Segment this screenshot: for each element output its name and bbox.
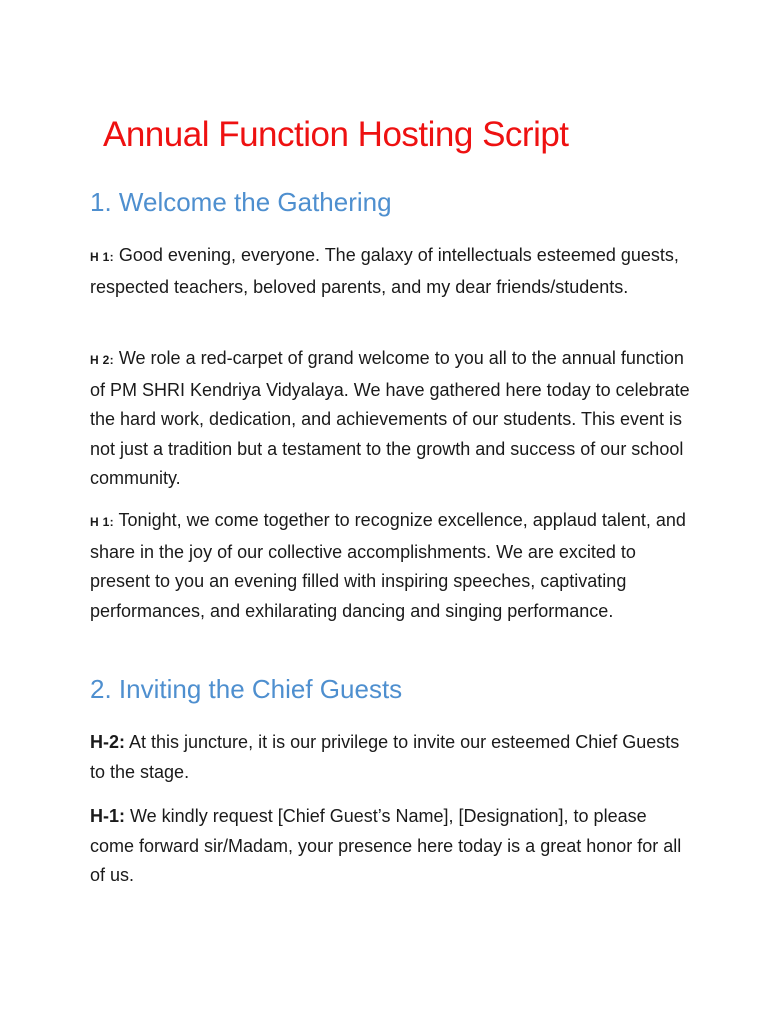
paragraph-text: At this juncture, it is our privilege to invite our esteemed Chief Guests to the stage. (90, 732, 680, 782)
script-paragraph (90, 802, 690, 891)
script-paragraph (90, 344, 690, 494)
paragraph-text: Good evening, everyone. The galaxy of intellectuals esteemed guests, respected teachers, beloved parents, and my dear friends/students. (90, 245, 679, 297)
script-paragraph (90, 506, 690, 626)
paragraph-text: We role a red-carpet of grand welcome to you all to the annual function of PM SHRI Kendriya Vidyalaya. We have gathered here today to celebrate the hard work, dedication, and achievements of our students. This event is not just a tradition but a testament to the growth and success of our school community. (90, 348, 690, 488)
speaker-label: H 1: (90, 515, 114, 529)
speaker-label: H-2: (90, 732, 125, 752)
speaker-label: H 1: (90, 250, 114, 264)
section-heading-welcome: 1. Welcome the Gathering (90, 187, 392, 217)
speaker-label: H 2: (90, 353, 114, 367)
paragraph-text: Tonight, we come together to recognize excellence, applaud talent, and share in the joy of our collective accomplishments. We are excited to present to you an evening filled with inspiring speeches, captivating performances, and exhilarating dancing and singing performance. (90, 510, 686, 621)
script-paragraph (90, 241, 690, 302)
section-heading-chief-guests: 2. Inviting the Chief Guests (90, 674, 403, 704)
script-paragraph (90, 728, 690, 787)
paragraph-text: We kindly request [Chief Guest’s Name], [Designation], to please come forward sir/Madam, your presence here today is a great honor for all of us. (90, 806, 682, 885)
document-title: Annual Function Hosting Script (103, 115, 569, 154)
speaker-label: H-1: (90, 806, 125, 826)
